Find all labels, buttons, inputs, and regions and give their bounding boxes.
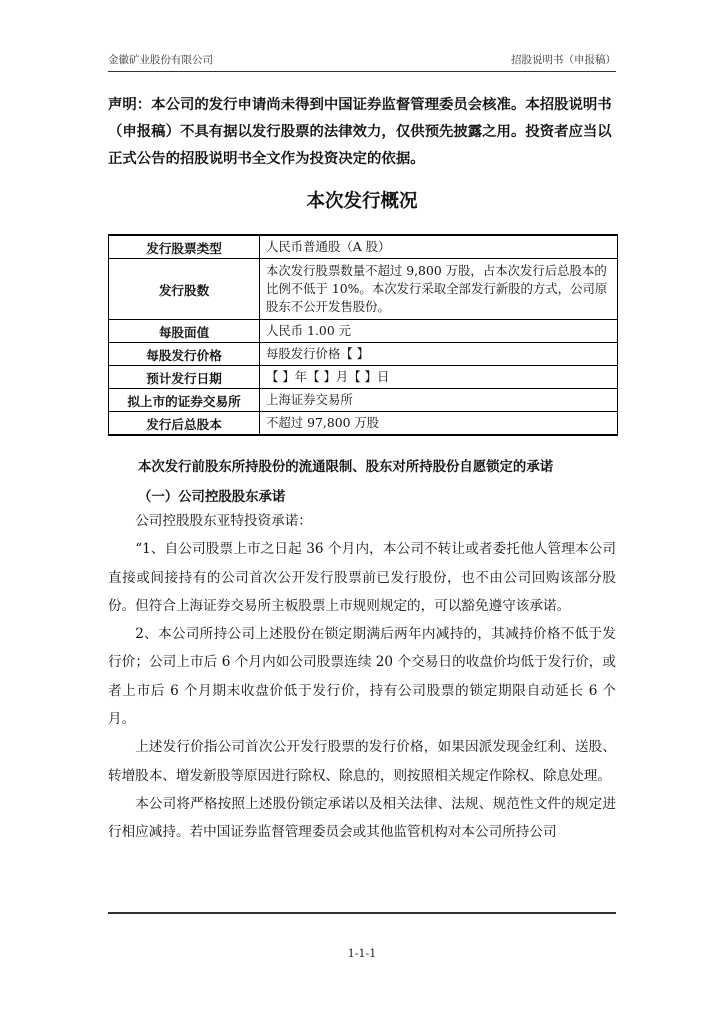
paragraph: 2、本公司所持公司上述股份在锁定期满后两年内减持的，其减持价格不低于发行价；公司上市后 6 个月内如公司股票连续 20 个交易日的收盘价均低于发行价，或者上市后 6 个月期末收盘价低于发行价，持有公司股票的锁定期限自动延长 6 个月。	[108, 626, 616, 728]
row-label: 发行股票类型	[109, 235, 260, 259]
table-row	[109, 259, 618, 320]
page-header	[108, 52, 616, 72]
table-row	[109, 366, 618, 389]
header-company: 金徽矿业股份有限公司	[108, 54, 213, 66]
row-label: 预计发行日期	[109, 366, 260, 389]
row-value: 不超过 97,800 万股	[260, 412, 618, 436]
header-rule	[108, 71, 616, 72]
table-row	[109, 389, 618, 412]
header-doc-type: 招股说明书（申报稿）	[511, 54, 616, 66]
row-value: 本次发行股票数量不超过 9,800 万股，占本次发行后总股本的比例不低于 10%。本次发行采取全部发行新股的方式，公司原股东不公开发售股份。	[260, 259, 618, 320]
section-heading: 本次发行前股东所持股份的流通限制、股东对所持股份自愿锁定的承诺	[138, 460, 554, 475]
row-value: 人民币普通股（A 股）	[260, 235, 618, 259]
paragraph: “1、自公司股票上市之日起 36 个月内，本公司不转让或者委托他人管理本公司直接或间接持有的公司首次公开发行股票前已发行股份，也不由公司回购该部分股份。但符合上海证券交易所主板股票上市规则规定的，可以豁免遵守该承诺。	[108, 541, 616, 614]
body-text	[108, 507, 616, 847]
row-value: 人民币 1.00 元	[260, 320, 618, 343]
footer-rule	[108, 912, 616, 914]
page-title: 本次发行概况	[306, 191, 418, 212]
row-label: 发行后总股本	[109, 412, 260, 436]
table-row	[109, 320, 618, 343]
row-label: 发行股数	[109, 259, 260, 320]
table-row	[109, 412, 618, 436]
paragraph: 上述发行价指公司首次公开发行股票的发行价格，如果因派发现金红利、送股、转增股本、增发新股等原因进行除权、除息的，则按照相关规定作除权、除息处理。	[108, 739, 616, 784]
subsection-heading: （一）公司控股股东承诺	[138, 490, 286, 505]
declaration: 声明：本公司的发行申请尚未得到中国证券监督管理委员会核准。本招股说明书（申报稿）不具有据以发行股票的法律效力，仅供预先披露之用。投资者应当以正式公告的招股说明书全文作为投资决定的依据。	[108, 97, 612, 167]
offering-summary-table	[108, 234, 618, 436]
table-row	[109, 343, 618, 366]
row-label: 每股发行价格	[109, 343, 260, 366]
table-row	[109, 235, 618, 259]
row-value: 上海证券交易所	[260, 389, 618, 412]
paragraph: 公司控股股东亚特投资承诺：	[135, 513, 312, 529]
row-label: 拟上市的证券交易所	[109, 389, 260, 412]
row-label: 每股面值	[109, 320, 260, 343]
paragraph: 本公司将严格按照上述股份锁定承诺以及相关法律、法规、规范性文件的规定进行相应减持。若中国证券监督管理委员会或其他监管机构对本公司所持公司	[108, 795, 616, 841]
row-value: 【 】年【 】月【 】日	[260, 366, 618, 389]
page-number: 1-1-1	[347, 947, 377, 960]
row-value: 每股发行价格【 】	[260, 343, 618, 366]
